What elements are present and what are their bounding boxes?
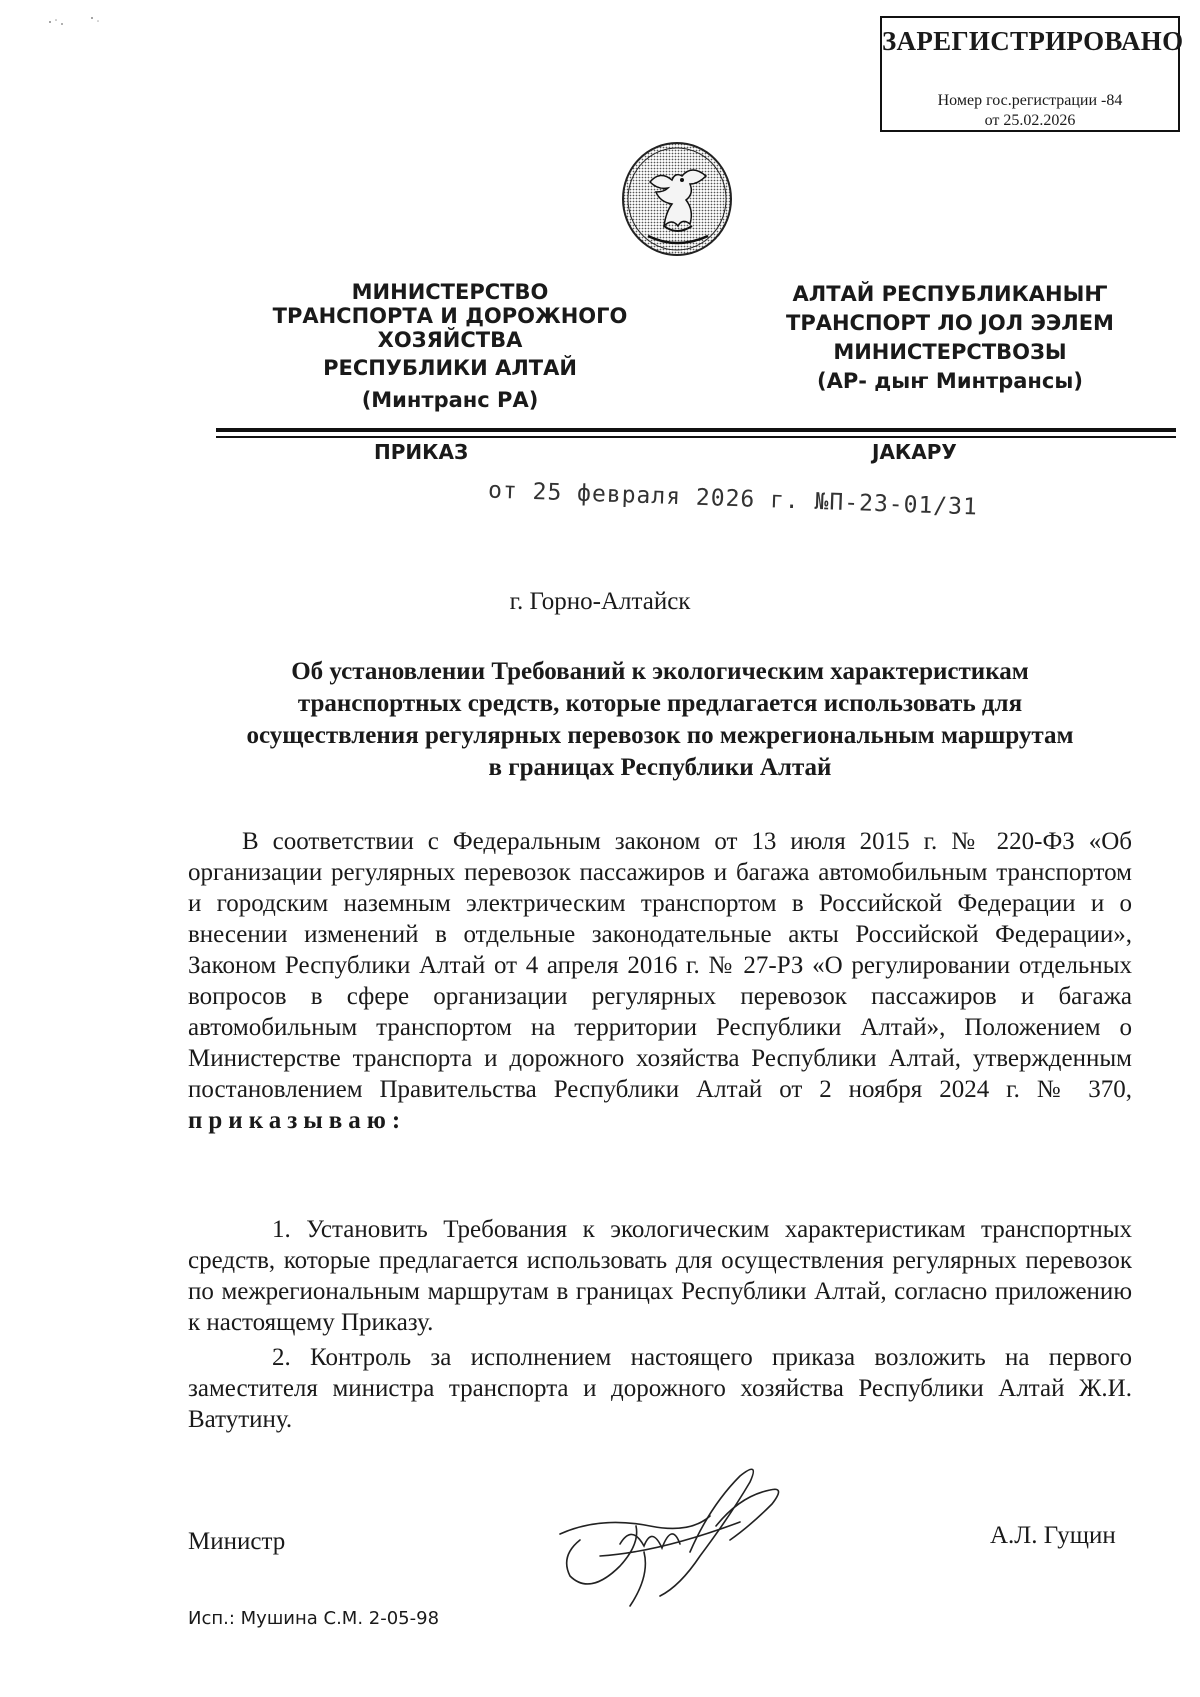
preamble-text: В соответствии с Федеральным законом от 13 июля 2015 г. № 220-ФЗ «Об организации регулярных перевозок пассажиров и багажа автомобильным транспортом и городским наземным электрическим транспортом в Российской Федерации и о внесении изменений в отдельные законодательные акты Российской Федерации», Законом Республики Алтай от 4 апреля 2016 г. № 27-РЗ «О регулировании отдельных вопросов в сфере организации регулярных перевозок пассажиров и багажа автомобильным транспортом на территории Республики Алтай», Положением о Министерстве транспорта и дорожного хозяйства Республики Алтай, утвержденным постановлением Правительства Республики Алтай от 2 ноября 2024 г. № 370, [188,828,1132,1103]
executor-note: Исп.: Мушина С.М. 2-05-98 [188,1608,440,1629]
scan-specks [40,10,120,40]
header-divider [216,428,1176,432]
ministry-name-line: ТРАНСПОРТА И ДОРОЖНОГО [272,304,628,328]
title-line: в границах Республики Алтай [488,754,832,781]
handwritten-date: от 25 февраля 2026 г. №П-23-01/31 [487,477,979,521]
registration-stamp-title: ЗАРЕГИСТРИРОВАНО [882,26,1184,56]
registration-stamp [880,16,1184,132]
order-word: приказываю: [188,1107,407,1134]
preamble-paragraph [188,826,1132,1136]
ministry-name-altai [760,280,1140,396]
order-item-2: 2. Контроль за исполнением настоящего приказа возложить на первого заместителя министра транспорта и дорожного хозяйства Республики Алтай Ж.И. Ватутину. [188,1344,1132,1433]
ministry-name-line: МИНИСТЕРСТВО [351,280,549,304]
handwritten-signature-icon [540,1456,800,1616]
order-label-altai: JАКАРУ [872,440,957,464]
ministry-name-line: ХОЗЯЙСТВА [377,328,523,352]
document-title [180,656,1140,784]
ministry-name-line: РЕСПУБЛИКИ АЛТАЙ [323,356,577,380]
ministry-name-line: АЛТАЙ РЕСПУБЛИКАНЫҤ [792,282,1108,306]
handwritten-order-date-number [488,478,1008,538]
order-item-1: 1. Установить Требования к экологическим характеристикам транспортных средств, которые предлагается использовать для осуществления регулярных перевозок по межрегиональным маршрутам в границах Республики Алтай, согласно приложению к настоящему Приказу. [188,1216,1132,1336]
coat-of-arms-icon [620,140,734,258]
order-label-russian: ПРИКАЗ [374,440,469,464]
ministry-name-line: ТРАНСПОРТ ЛО JОЛ ЭЭЛЕМ [786,311,1114,335]
title-line: транспортных средств, которые предлагается использовать для [297,690,1023,717]
ministry-short-name: (Минтранс РА) [361,388,539,412]
ministry-short-name: (АР- дыҥ Минтрансы) [817,369,1083,393]
ministry-name-russian [230,280,670,412]
registration-number: Номер гос.регистрации -84 [937,92,1123,109]
city: г. Горно-Алтайск [509,588,691,615]
header-divider-thin [216,436,1176,438]
ministry-name-line: МИНИСТЕРСТВОЗЫ [833,340,1067,364]
title-line: Об установлении Требований к экологическим характеристикам [291,658,1029,685]
signatory-name: А.Л. Гущин [990,1522,1116,1549]
signatory-position: Министр [188,1528,286,1555]
registration-date: от 25.02.2026 [984,112,1076,129]
title-line: осуществления регулярных перевозок по межрегиональным маршрутам [246,722,1074,749]
